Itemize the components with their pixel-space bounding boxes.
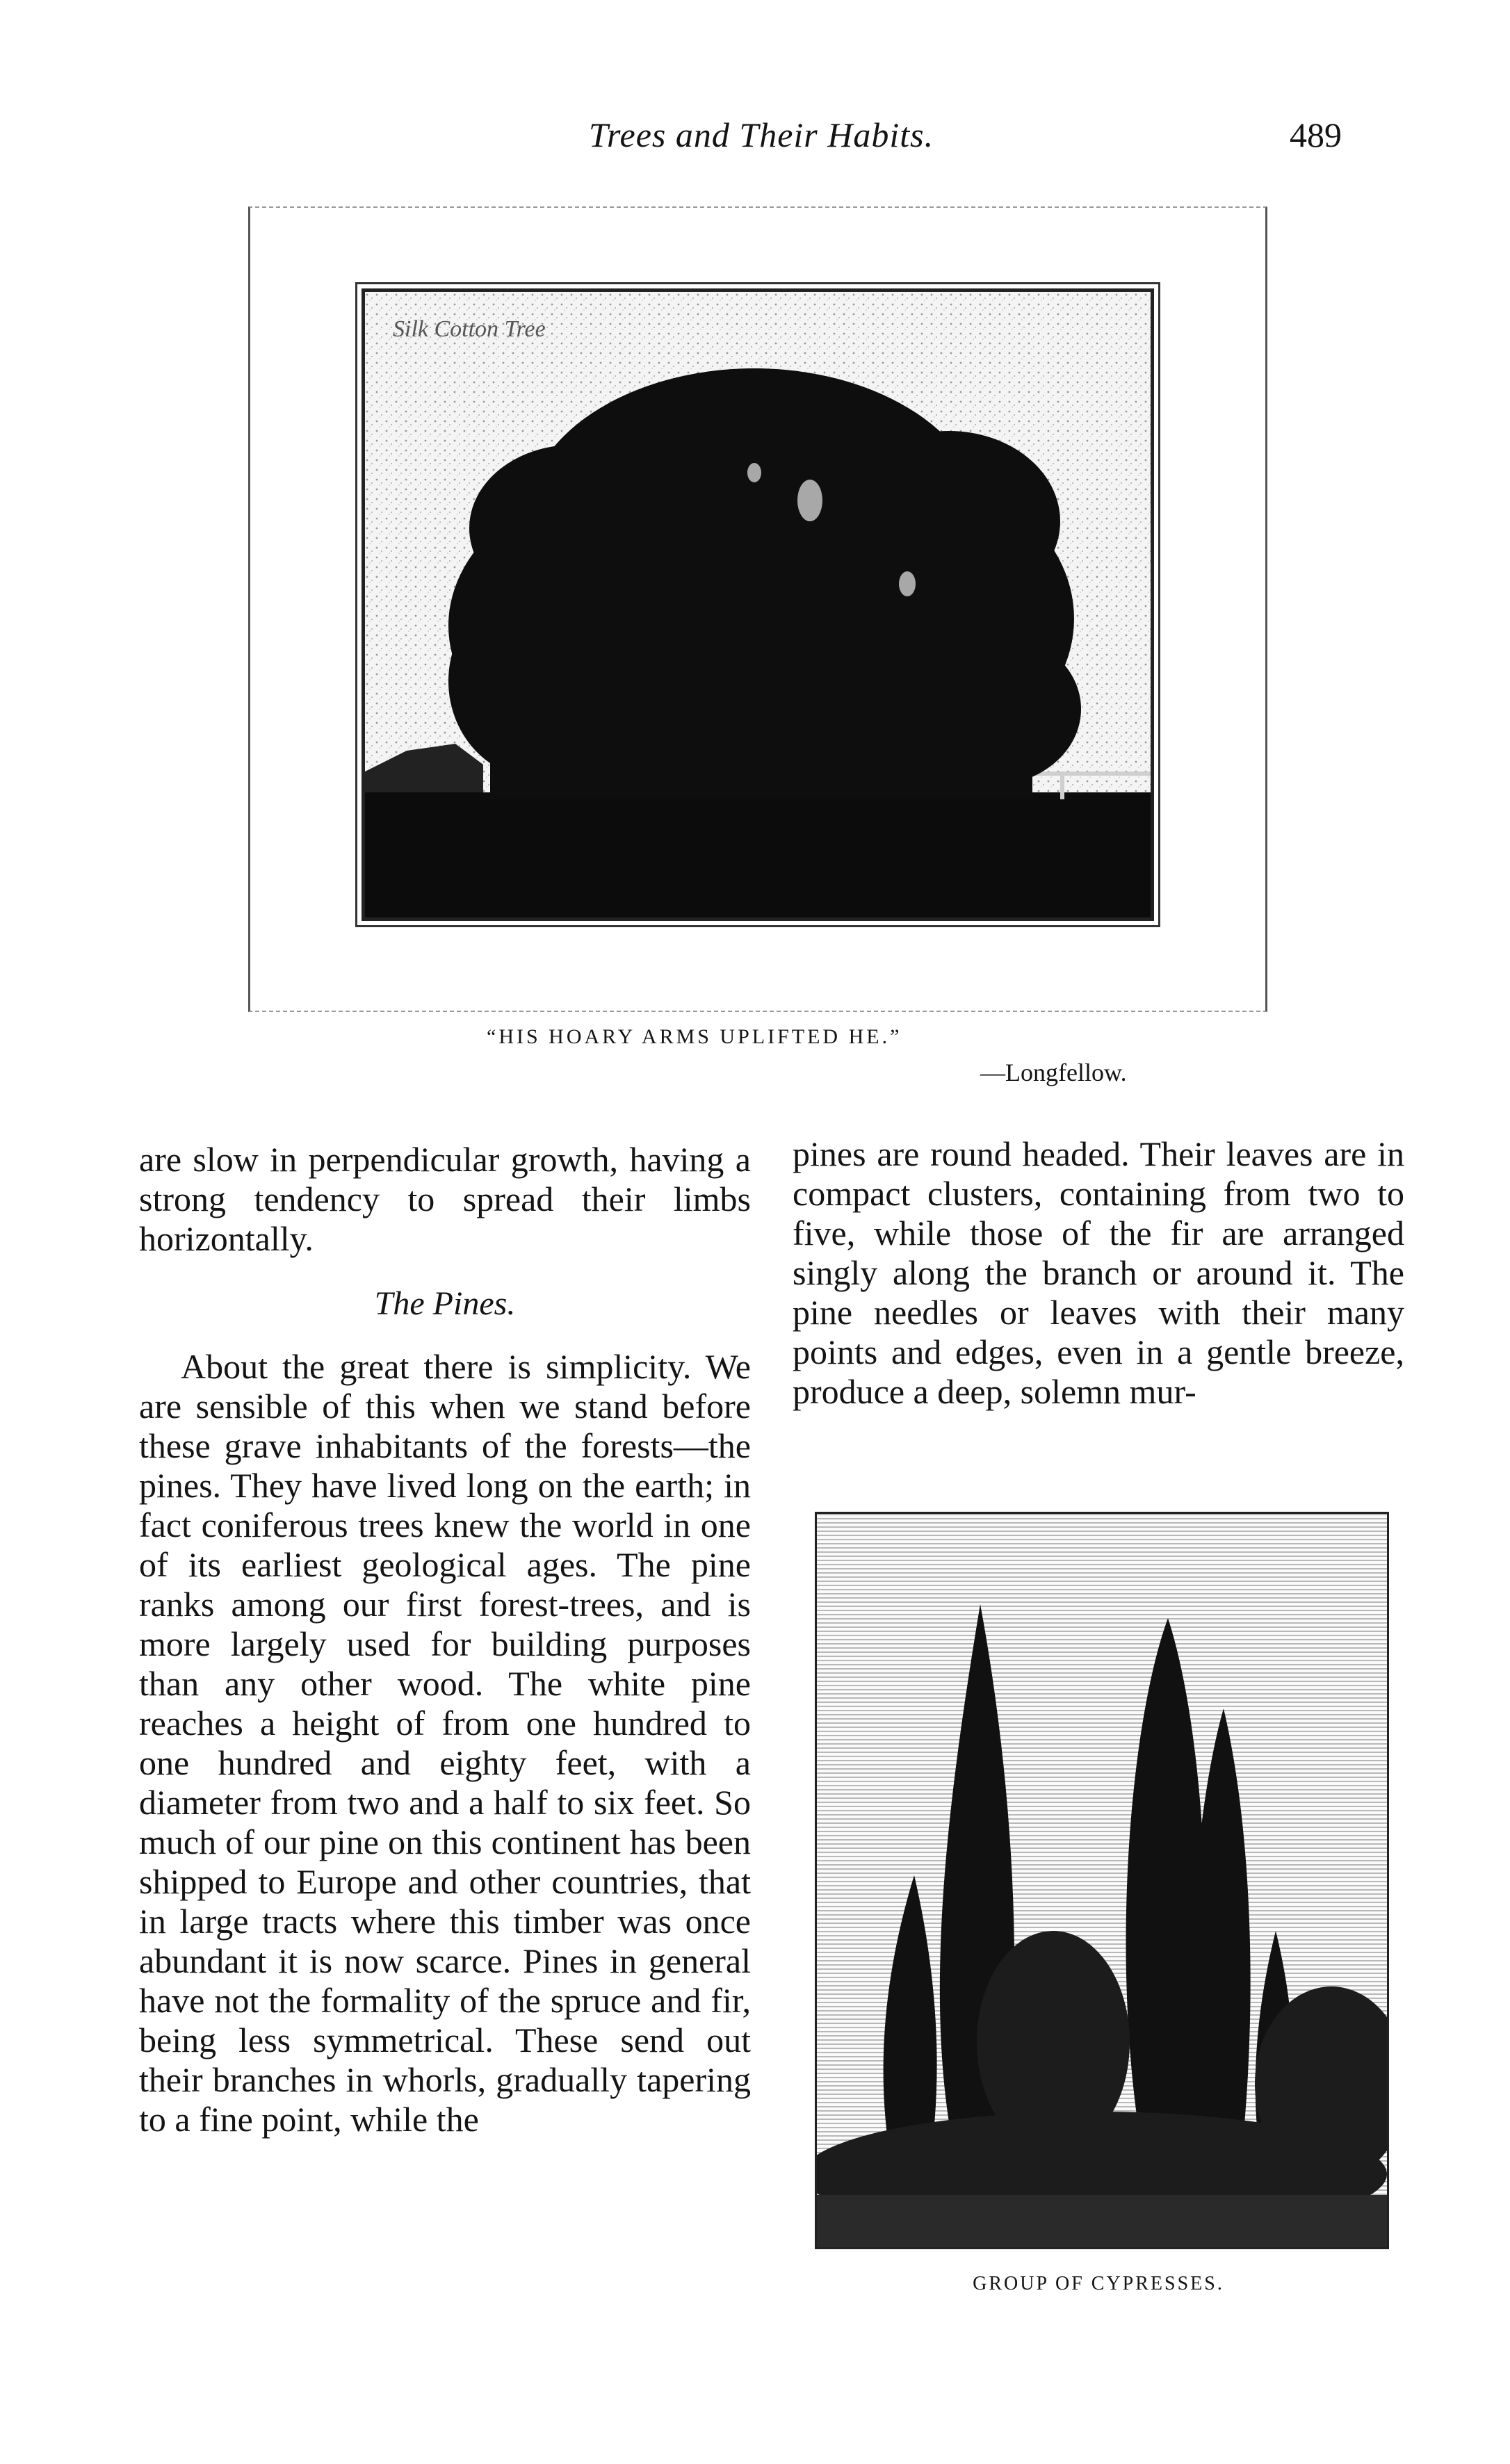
top-figure-caption: “HIS HOARY ARMS UPLIFTED HE.”: [487, 1025, 902, 1048]
section-heading: The Pines.: [374, 1285, 516, 1322]
tree-photograph: [362, 288, 1154, 921]
top-figure-attribution: —Longfellow.: [980, 1059, 1127, 1086]
paragraph-text: About the great there is simplicity. We are sensible of this when we stand before these grave inhabitants of the forests—the pines. They have lived long on the earth; in fact coniferous trees knew the world in one of its earliest geological ages. The pine ranks among our first forest-trees, and is more largely used for building purposes than any other wood. The white pine reaches a height of from one hundred to one hundred and eighty feet, with a diameter from two and a half to six feet. So much of our pine on this continent has been shipped to Europe and other countries, that in large tracts where this timber was once abundant it is now scarce. Pines in general have not the formality of the spruce and fir, being less symmetrical. These send out their branches in whorls, gradually tapering to a fine point, while the: [139, 1347, 751, 2139]
bottom-figure-caption: GROUP OF CYPRESSES.: [973, 2273, 1224, 2294]
running-header-title: Trees and Their Habits.: [588, 115, 934, 154]
left-column-paragraph-1: [139, 1140, 751, 1259]
cypress-engraving-image: [817, 1514, 1387, 2247]
paragraph-text: pines are round headed. Their leaves are in compact clusters, containing from two to five, while those of the fir are arranged singly along the branch or around it. The pine needles or leaves with their many points and edges, even in a gentle breeze, produce a deep, solemn mur-: [793, 1134, 1404, 1411]
right-column-paragraph-1: [793, 1134, 1404, 1412]
photo-inscription: Silk Cotton Tree: [393, 316, 546, 342]
page-number: 489: [1290, 115, 1342, 154]
paragraph-text: are slow in perpendicular growth, having a strong tendency to spread their limbs horizontally.: [139, 1140, 751, 1258]
left-column-paragraph-2: [139, 1347, 751, 2139]
cypress-engraving: [815, 1512, 1389, 2249]
tree-photograph-image: [365, 292, 1151, 917]
